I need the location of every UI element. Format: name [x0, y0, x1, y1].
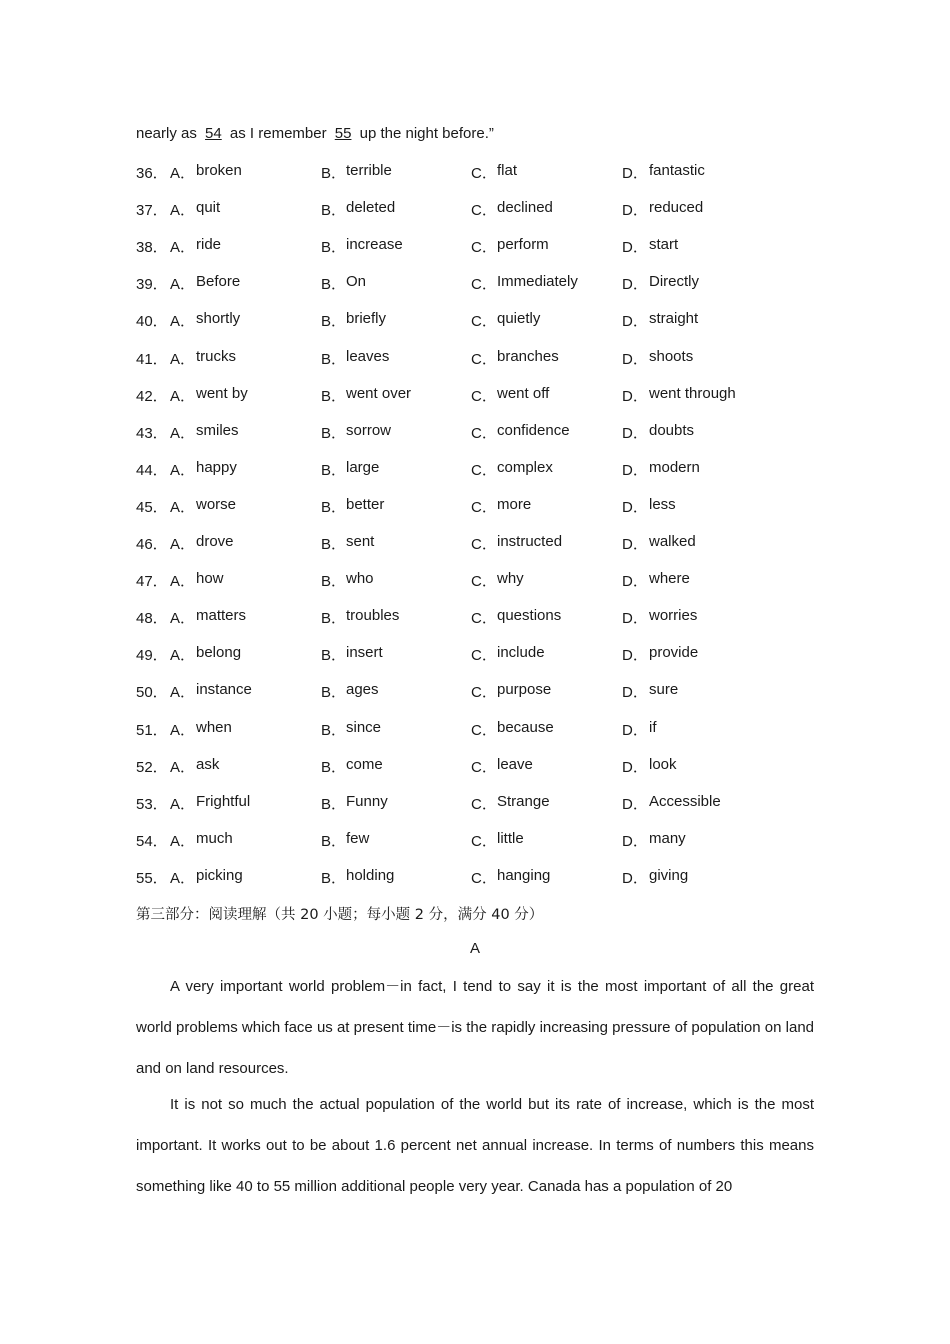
option-c-letter: C．	[471, 758, 497, 776]
option-c-letter: C．	[471, 536, 497, 553]
option-d-text: shoots	[649, 347, 694, 365]
option-a-text: went by	[196, 384, 248, 402]
option-c-text: more	[497, 495, 532, 513]
question-number: 44．	[136, 461, 168, 479]
option-b-letter: B．	[321, 610, 347, 628]
option-c-letter: C．	[471, 795, 497, 813]
question-number: 46．	[136, 536, 168, 553]
option-d-letter: D．	[622, 498, 648, 516]
option-a-letter: A．	[170, 461, 196, 479]
question-row	[136, 533, 836, 555]
option-d-letter: D．	[622, 350, 648, 368]
option-b-letter: B．	[321, 424, 347, 442]
question-row	[136, 348, 836, 370]
option-b-letter: B．	[321, 387, 347, 405]
option-d-letter: D．	[622, 424, 648, 442]
option-c-text: flat	[497, 162, 518, 179]
option-b-letter: B．	[321, 313, 347, 331]
option-c-letter: C．	[471, 350, 497, 368]
question-number: 42．	[136, 387, 168, 405]
option-b-text: terrible	[346, 162, 392, 179]
option-a-letter: A．	[170, 758, 196, 776]
option-b-letter: B．	[321, 202, 347, 220]
option-a-letter: A．	[170, 239, 196, 257]
option-a-letter: A．	[170, 795, 196, 813]
option-d-letter: D．	[622, 721, 648, 739]
option-d-letter: D．	[622, 610, 648, 628]
option-d-letter: D．	[622, 387, 648, 405]
option-a-text: picking	[196, 866, 243, 884]
option-c-text: leave	[497, 755, 533, 773]
question-row	[136, 607, 836, 629]
option-d-letter: D．	[622, 684, 648, 702]
option-b-letter: B．	[321, 536, 347, 553]
option-c-letter: C．	[471, 573, 497, 591]
option-c-letter: C．	[471, 498, 497, 516]
question-row	[136, 162, 836, 184]
question-number: 55．	[136, 869, 168, 887]
passage-label: A	[469, 940, 480, 957]
option-c-text: declined	[497, 199, 553, 217]
option-b-letter: B．	[321, 350, 347, 368]
question-row	[136, 756, 836, 778]
option-d-text: if	[649, 718, 657, 736]
option-c-text: little	[497, 829, 524, 847]
option-c-letter: C．	[471, 387, 497, 405]
option-c-text: purpose	[497, 681, 552, 699]
option-c-letter: C．	[471, 647, 497, 665]
intro-text-mid: as I remember	[225, 125, 331, 142]
option-a-text: Frightful	[196, 792, 251, 810]
question-number: 45．	[136, 498, 168, 516]
option-a-text: much	[196, 829, 233, 847]
option-b-text: few	[346, 829, 370, 847]
question-number: 48．	[136, 610, 168, 628]
section-title: 第三部分：阅读理解（共 20 小题；每小题 2 分，满分 40 分）	[136, 907, 544, 923]
option-a-text: smiles	[196, 421, 239, 439]
option-b-text: sent	[346, 533, 375, 550]
option-b-letter: B．	[321, 461, 347, 479]
option-b-letter: B．	[321, 832, 347, 850]
question-row	[136, 830, 836, 852]
option-d-text: Directly	[649, 273, 700, 291]
option-c-text: quietly	[497, 310, 541, 328]
question-row	[136, 385, 836, 407]
option-d-text: walked	[649, 533, 696, 550]
option-b-letter: B．	[321, 573, 347, 591]
option-d-letter: D．	[622, 832, 648, 850]
option-c-letter: C．	[471, 832, 497, 850]
option-b-letter: B．	[321, 239, 347, 257]
question-number: 37．	[136, 202, 168, 220]
question-number: 54．	[136, 832, 168, 850]
option-b-text: since	[346, 718, 382, 736]
question-row	[136, 681, 836, 703]
option-d-letter: D．	[622, 313, 648, 331]
option-b-text: leaves	[346, 347, 390, 365]
question-row	[136, 459, 836, 481]
question-number: 51．	[136, 721, 168, 739]
option-d-text: where	[649, 570, 690, 588]
option-a-text: ask	[196, 755, 220, 773]
option-b-letter: B．	[321, 684, 347, 702]
option-d-letter: D．	[622, 536, 648, 553]
intro-text-before: nearly as	[136, 125, 202, 142]
question-row	[136, 199, 836, 221]
option-d-text: giving	[649, 866, 689, 884]
option-a-letter: A．	[170, 869, 196, 887]
question-row	[136, 422, 836, 444]
question-number: 50．	[136, 684, 168, 702]
option-a-letter: A．	[170, 832, 196, 850]
option-d-text: Accessible	[649, 792, 721, 810]
option-b-text: troubles	[346, 607, 400, 625]
question-row	[136, 570, 836, 592]
paragraph-2: It is not so much the actual population of the world but its rate of increase, which is the most important. It works out to be about 1.6 percent net annual increase. In terms of numbers this means something like 40 to 55 million additional people very year. Canada has a population of 20	[136, 1096, 814, 1195]
option-a-text: worse	[196, 495, 237, 513]
blank-55: 55	[334, 125, 352, 142]
option-c-letter: C．	[471, 869, 497, 887]
option-c-text: Immediately	[497, 273, 578, 291]
question-number: 41．	[136, 350, 168, 368]
option-d-letter: D．	[622, 647, 648, 665]
option-c-letter: C．	[471, 276, 497, 294]
option-a-text: shortly	[196, 310, 241, 328]
option-c-text: instructed	[497, 533, 563, 550]
option-a-text: when	[196, 718, 232, 736]
option-a-letter: A．	[170, 498, 196, 516]
option-c-letter: C．	[471, 202, 497, 220]
option-b-letter: B．	[321, 647, 347, 665]
option-c-text: include	[497, 644, 545, 662]
option-b-text: briefly	[346, 310, 387, 328]
option-d-text: look	[649, 755, 677, 773]
option-b-text: insert	[346, 644, 383, 662]
question-number: 49．	[136, 647, 168, 665]
option-a-letter: A．	[170, 313, 196, 331]
question-number: 36．	[136, 165, 168, 182]
question-number: 39．	[136, 276, 168, 294]
option-b-letter: B．	[321, 869, 347, 887]
option-d-text: reduced	[649, 199, 704, 217]
option-a-text: belong	[196, 644, 242, 662]
option-d-text: provide	[649, 644, 699, 662]
option-c-letter: C．	[471, 165, 497, 182]
option-c-text: branches	[497, 347, 559, 365]
question-number: 47．	[136, 573, 168, 591]
option-b-text: increase	[346, 236, 403, 254]
option-a-letter: A．	[170, 684, 196, 702]
question-row	[136, 310, 836, 332]
option-d-letter: D．	[622, 239, 648, 257]
option-d-text: straight	[649, 310, 699, 328]
option-b-text: went over	[346, 384, 412, 402]
option-a-text: matters	[196, 607, 247, 625]
option-a-letter: A．	[170, 276, 196, 294]
option-b-text: large	[346, 458, 380, 476]
option-b-text: who	[346, 570, 374, 588]
option-d-text: start	[649, 236, 679, 254]
question-row	[136, 273, 836, 295]
option-c-text: perform	[497, 236, 549, 254]
paragraph-1: A very important world problem－in fact, I tend to say it is the most important of all the great world problems which face us at present time－is the rapidly increasing pressure of population on land and on land resources.	[136, 978, 814, 1077]
option-b-text: ages	[346, 681, 379, 699]
option-d-letter: D．	[622, 795, 648, 813]
option-a-text: Before	[196, 273, 241, 291]
option-d-letter: D．	[622, 758, 648, 776]
option-a-letter: A．	[170, 647, 196, 665]
option-c-text: questions	[497, 607, 562, 625]
question-number: 40．	[136, 313, 168, 331]
option-b-text: better	[346, 495, 385, 513]
option-d-letter: D．	[622, 165, 648, 182]
option-d-letter: D．	[622, 461, 648, 479]
option-c-letter: C．	[471, 424, 497, 442]
option-a-letter: A．	[170, 536, 196, 553]
option-b-letter: B．	[321, 758, 347, 776]
option-b-letter: B．	[321, 498, 347, 516]
question-row	[136, 719, 836, 741]
option-c-letter: C．	[471, 313, 497, 331]
option-c-text: because	[497, 718, 554, 736]
option-d-letter: D．	[622, 276, 648, 294]
option-c-text: went off	[497, 384, 550, 402]
option-b-text: come	[346, 755, 383, 773]
option-b-letter: B．	[321, 165, 347, 182]
option-c-letter: C．	[471, 684, 497, 702]
option-a-text: broken	[196, 162, 242, 179]
question-number: 38．	[136, 239, 168, 257]
question-number: 52．	[136, 758, 168, 776]
question-row	[136, 867, 836, 889]
option-a-text: trucks	[196, 347, 237, 365]
option-d-letter: D．	[622, 573, 648, 591]
option-d-text: modern	[649, 458, 700, 476]
intro-line	[136, 125, 494, 142]
option-c-text: confidence	[497, 421, 570, 439]
option-b-letter: B．	[321, 795, 347, 813]
option-d-text: many	[649, 829, 686, 847]
option-a-text: happy	[196, 458, 237, 476]
option-b-text: sorrow	[346, 421, 392, 439]
option-a-letter: A．	[170, 165, 196, 182]
option-a-letter: A．	[170, 350, 196, 368]
option-d-letter: D．	[622, 202, 648, 220]
option-d-text: fantastic	[649, 162, 705, 179]
option-d-text: went through	[649, 384, 736, 402]
option-d-text: worries	[649, 607, 698, 625]
option-b-text: Funny	[346, 792, 388, 810]
option-a-letter: A．	[170, 202, 196, 220]
question-row	[136, 793, 836, 815]
option-a-letter: A．	[170, 573, 196, 591]
option-a-text: how	[196, 570, 224, 588]
option-b-letter: B．	[321, 276, 347, 294]
option-d-letter: D．	[622, 869, 648, 887]
option-d-text: sure	[649, 681, 679, 699]
option-a-text: drove	[196, 533, 234, 550]
intro-text-after: up the night before.”	[355, 125, 494, 142]
option-c-letter: C．	[471, 610, 497, 628]
option-a-text: ride	[196, 236, 222, 254]
question-row	[136, 496, 836, 518]
option-d-text: doubts	[649, 421, 695, 439]
option-b-text: holding	[346, 866, 395, 884]
option-d-text: less	[649, 495, 676, 513]
option-a-text: instance	[196, 681, 252, 699]
option-a-text: quit	[196, 199, 221, 217]
question-row	[136, 236, 836, 258]
option-c-letter: C．	[471, 721, 497, 739]
option-c-letter: C．	[471, 239, 497, 257]
option-b-text: On	[346, 273, 367, 291]
option-c-letter: C．	[471, 461, 497, 479]
question-number: 53．	[136, 795, 168, 813]
option-a-letter: A．	[170, 387, 196, 405]
option-b-letter: B．	[321, 721, 347, 739]
blank-54: 54	[205, 125, 222, 142]
option-c-text: hanging	[497, 866, 551, 884]
option-a-letter: A．	[170, 721, 196, 739]
option-c-text: Strange	[497, 792, 550, 810]
option-c-text: complex	[497, 458, 553, 476]
option-b-text: deleted	[346, 199, 396, 217]
option-a-letter: A．	[170, 610, 196, 628]
option-c-text: why	[497, 570, 524, 588]
question-number: 43．	[136, 424, 168, 442]
question-row	[136, 644, 836, 666]
option-a-letter: A．	[170, 424, 196, 442]
